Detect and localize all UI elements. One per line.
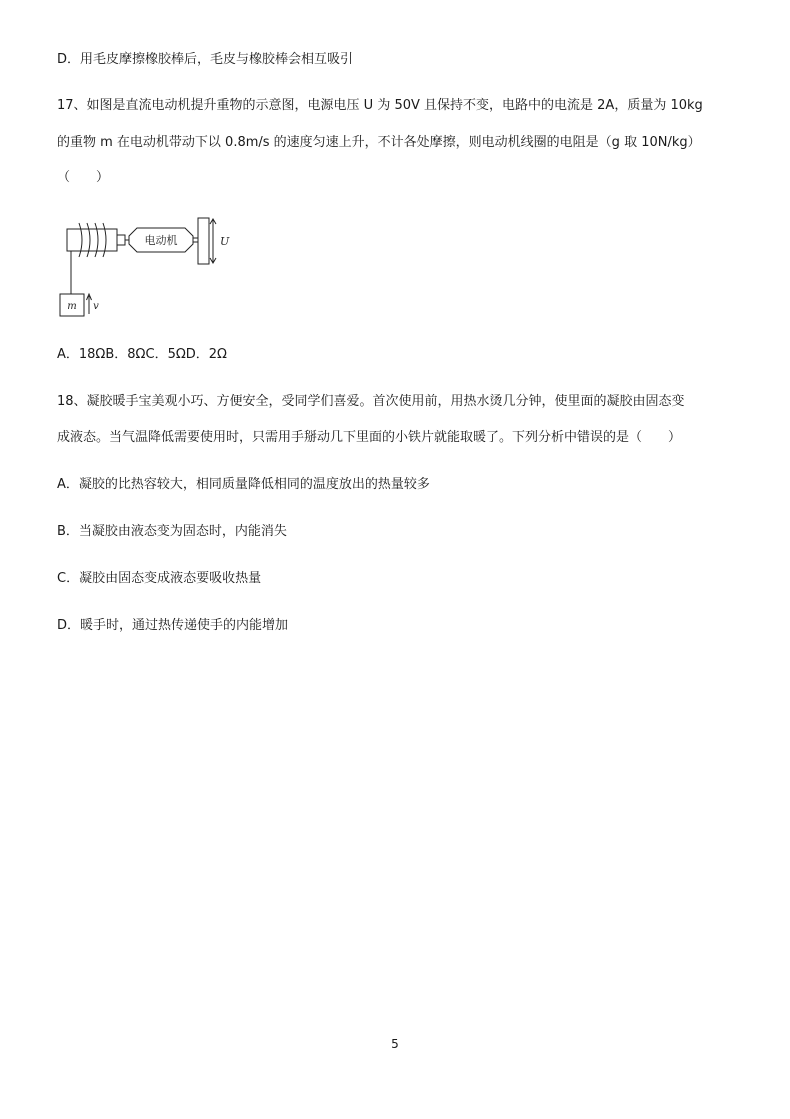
q18-stem-line-2: 成液态。当气温降低需要使用时，只需用手掰动几下里面的小铁片就能取暖了。下列分析中错误的是（ ）	[57, 430, 682, 445]
q17-stem-line-2: 的重物 m 在电动机带动下以 0.8m/s 的速度匀速上升，不计各处摩擦，则电动机线圈的电阻是（g 取 10N/kg）	[57, 135, 701, 150]
q18-stem-line-1: 18、凝胶暖手宝美观小巧、方便安全，受同学们喜爱。首次使用前，用热水烫几分钟，使里面的凝胶由固态变	[57, 394, 685, 409]
mass-label: m	[67, 301, 77, 312]
q18-option-c: C．凝胶由固态变成液态要吸收热量	[57, 571, 262, 586]
power-terminal	[198, 218, 209, 264]
q18-option-b: B．当凝胶由液态变为固态时，内能消失	[57, 524, 287, 539]
voltage-label: U	[220, 235, 230, 248]
velocity-label: v	[93, 301, 99, 312]
coupling	[117, 235, 125, 245]
q17-options: A．18ΩB．8ΩC．5ΩD．2Ω	[57, 347, 227, 362]
motor-lift-diagram	[57, 208, 230, 323]
q17-stem-line-3: （ ）	[57, 170, 110, 185]
q18-option-d: D．暖手时，通过热传递使手的内能增加	[57, 618, 289, 633]
drum-box	[67, 229, 117, 251]
prev-option-d: D．用毛皮摩擦橡胶棒后，毛皮与橡胶棒会相互吸引	[57, 52, 354, 67]
motor-label: 电动机	[144, 234, 178, 247]
q17-stem-line-1: 17、如图是直流电动机提升重物的示意图，电源电压 U 为 50V 且保持不变，电路中的电流是 2A，质量为 10kg	[57, 98, 703, 113]
q18-option-a: A．凝胶的比热容较大，相同质量降低相同的温度放出的热量较多	[57, 477, 430, 492]
rope-coil	[79, 223, 106, 257]
page-number: 5	[391, 1037, 399, 1051]
